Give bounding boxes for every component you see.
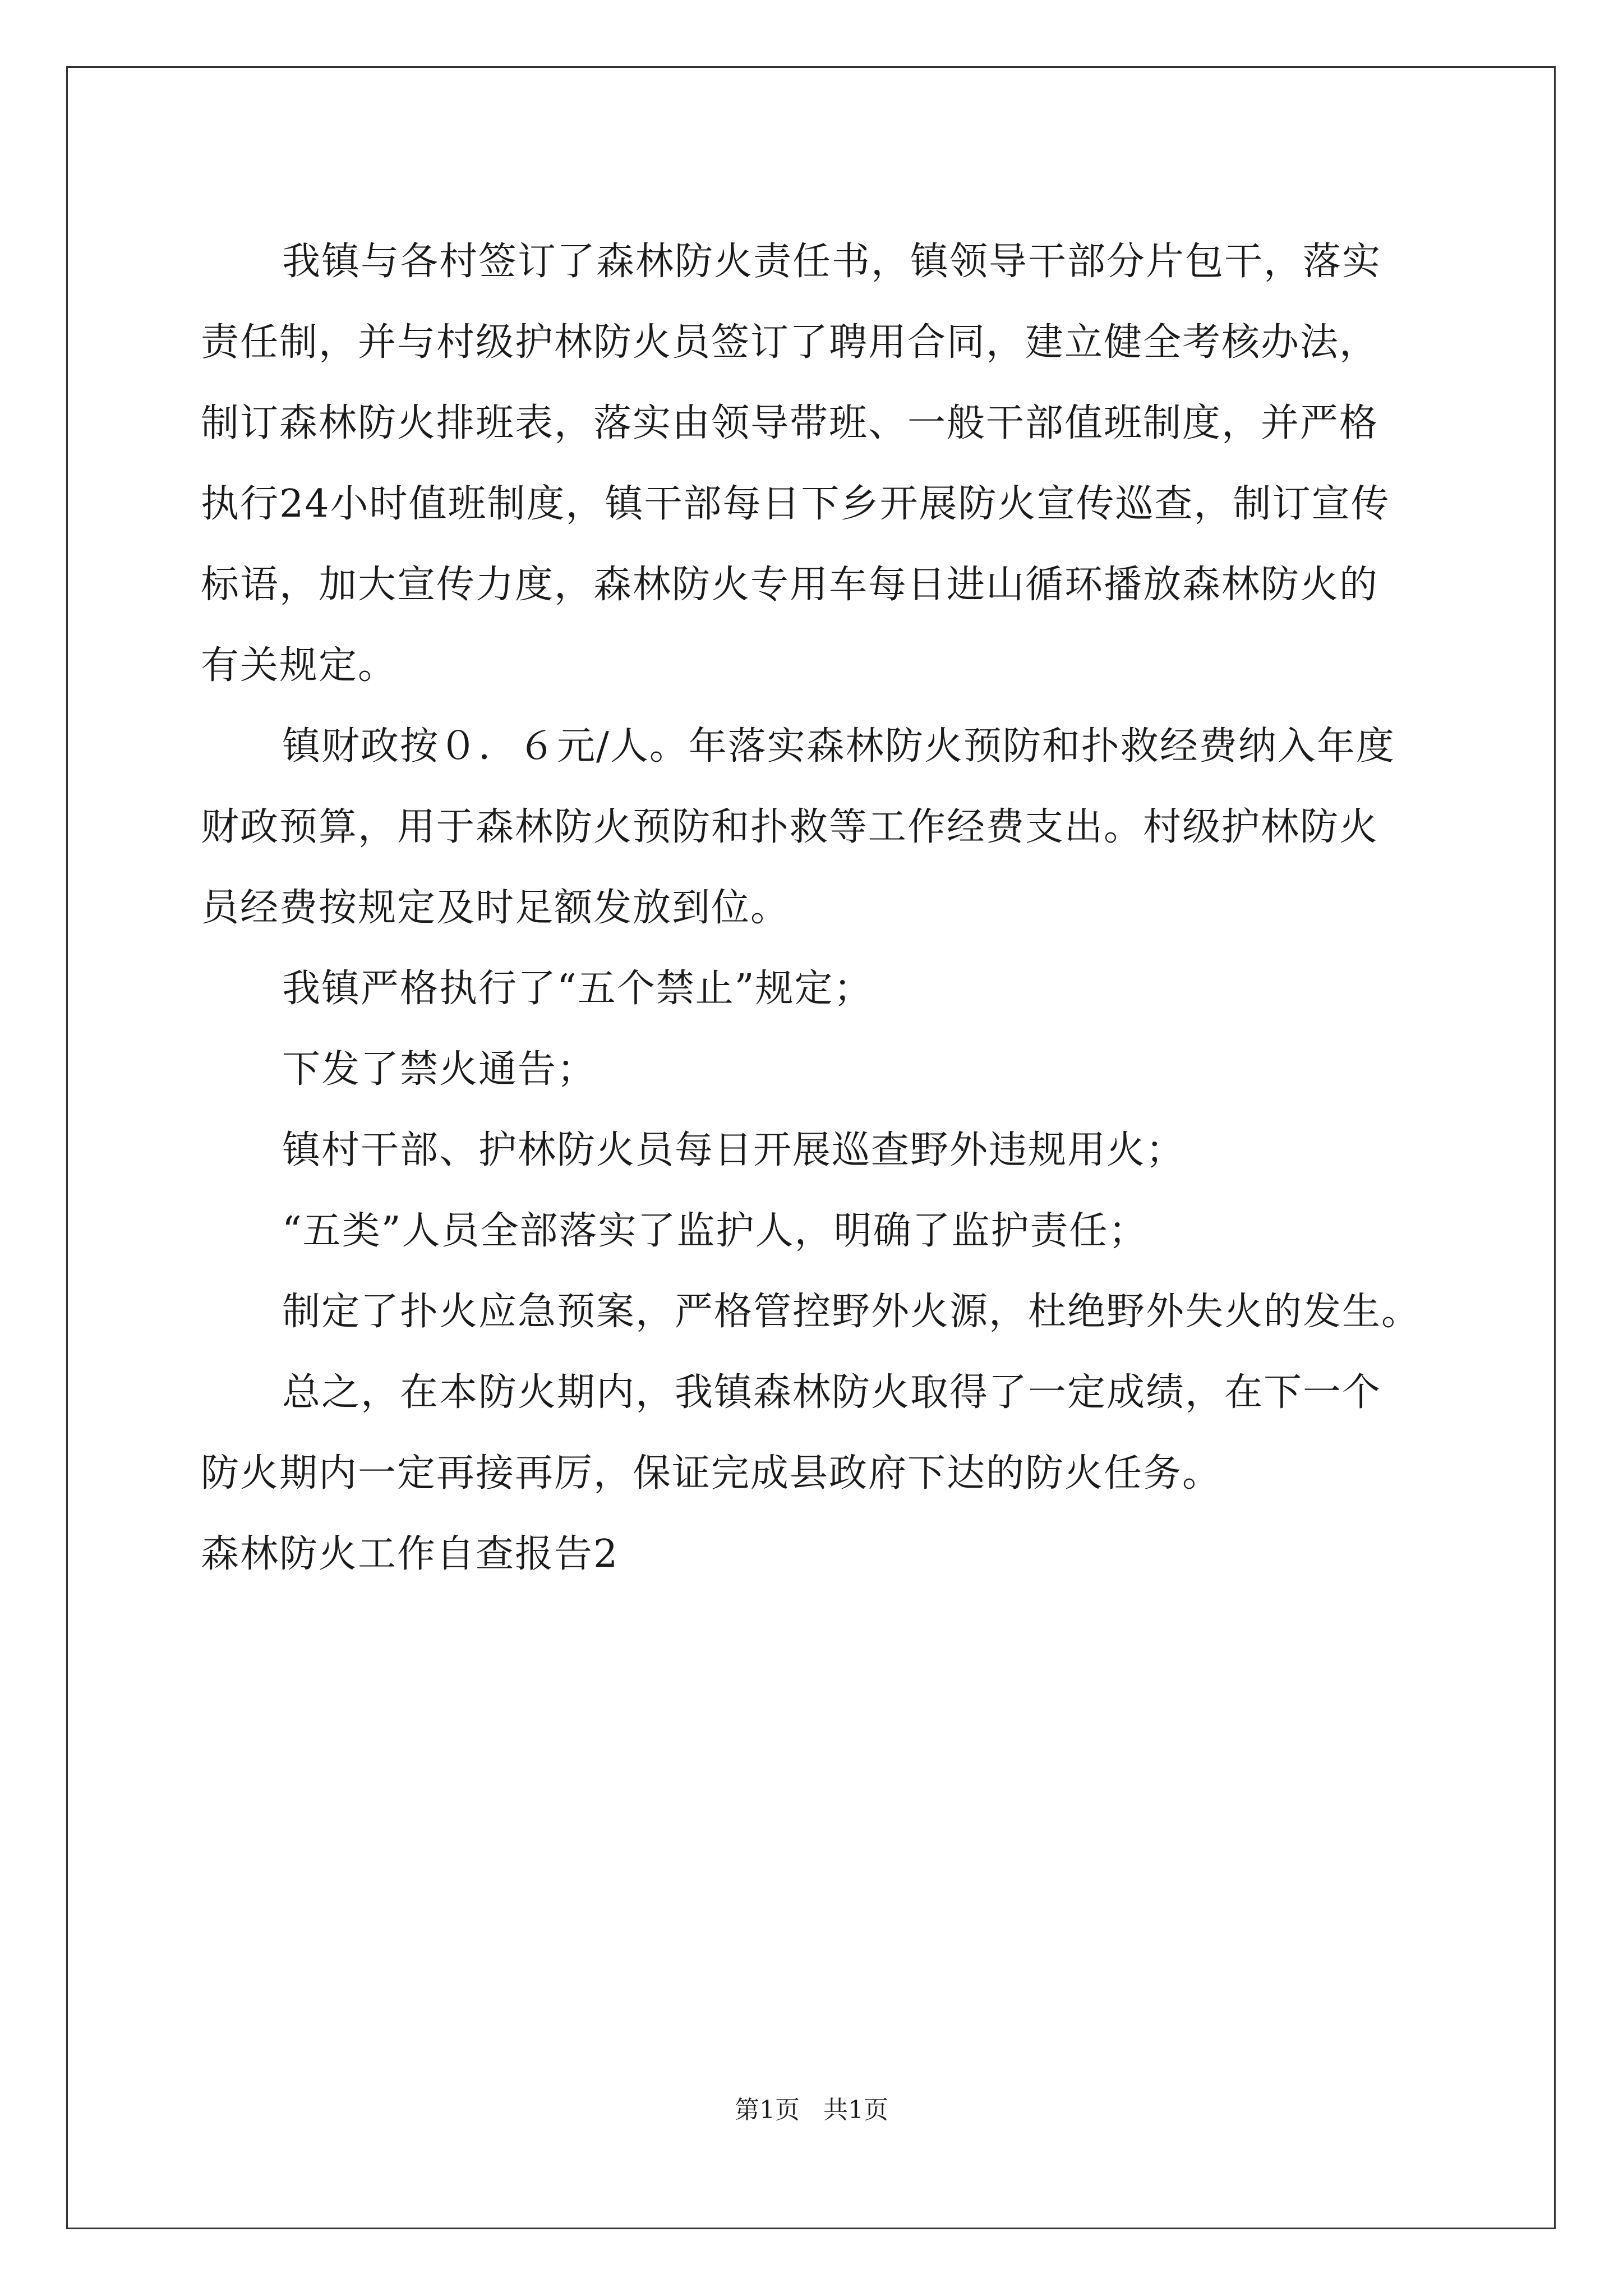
paragraph-line: 标语，加大宣传力度，森林防火专用车每日进山循环播放森林防火的 — [201, 563, 1379, 607]
paragraph-line: 我镇与各村签订了森林防火责任书，镇领导干部分片包干，落实 — [282, 240, 1382, 284]
paragraph-line: 财政预算，用于森林防火预防和扑救等工作经费支出。村级护林防火 — [201, 805, 1379, 849]
paragraph-line: 下发了禁火通告； — [282, 1047, 597, 1092]
paragraph-line: 镇财政按０．６元/人。年落实森林防火预防和扑救经费纳入年度 — [282, 724, 1395, 769]
paragraph-line: 总之，在本防火期内，我镇森林防火取得了一定成绩，在下一个 — [282, 1370, 1382, 1415]
paragraph-line: 责任制，并与村级护林防火员签订了聘用合同，建立健全考核办法， — [201, 320, 1379, 365]
paragraph-line: “五类”人员全部落实了监护人，明确了监护责任； — [282, 1209, 1148, 1253]
paragraph-line: 有关规定。 — [201, 643, 398, 688]
section-heading: 森林防火工作自查报告2 — [201, 1532, 619, 1576]
paragraph-line: 员经费按规定及时足额发放到位。 — [201, 886, 790, 930]
paragraph-line: 镇村干部、护林防火员每日开展巡查野外违规用火； — [282, 1128, 1186, 1172]
paragraph-line: 制订森林防火排班表，落实由领导带班、一般干部值班制度，并严格 — [201, 401, 1379, 445]
document-body — [201, 222, 1435, 1595]
page-footer: 第1页 共1页 — [735, 2096, 888, 2124]
paragraph-line: 执行24小时值班制度，镇干部每日下乡开展防火宣传巡查，制订宣传 — [201, 482, 1390, 526]
paragraph-line: 制定了扑火应急预案，严格管控野外火源，杜绝野外失火的发生。 — [282, 1290, 1421, 1334]
paragraph-line: 防火期内一定再接再厉，保证完成县政府下达的防火任务。 — [201, 1451, 1222, 1496]
paragraph-line: 我镇严格执行了“五个禁止”规定； — [282, 967, 873, 1011]
